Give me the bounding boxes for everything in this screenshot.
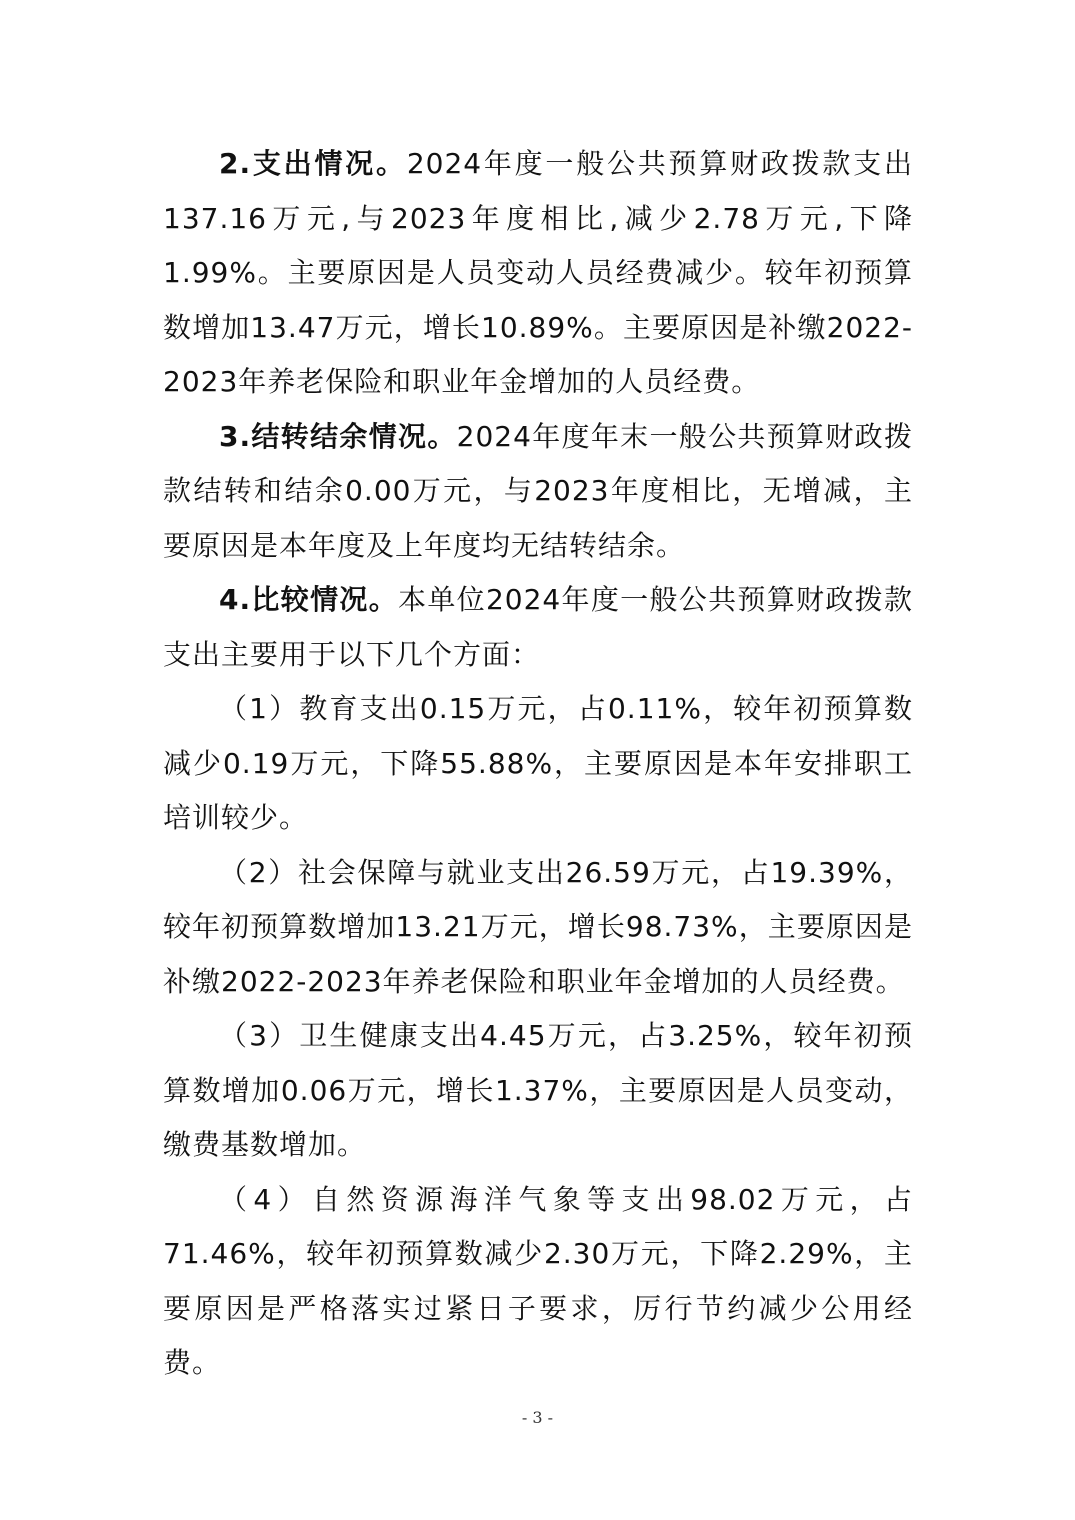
paragraph-item-social-security [163,846,913,1010]
section-heading: 2.支出情况。 [219,147,407,180]
document-body [163,137,913,1391]
paragraph-item-education [163,682,913,846]
paragraph-expenditure [163,137,913,410]
paragraph-text: （4）自然资源海洋气象等支出98.02万元，占71.46%，较年初预算数减少2.30万元，下降2.29%，主要原因是严格落实过紧日子要求，厉行节约减少公用经费。 [163,1182,913,1379]
paragraph-item-health [163,1009,913,1173]
section-heading: 4.比较情况。 [219,583,399,616]
paragraph-text: （3）卫生健康支出4.45万元，占3.25%，较年初预算数增加0.06万元，增长1.37%，主要原因是人员变动，缴费基数增加。 [163,1019,913,1161]
paragraph-item-natural-resources [163,1173,913,1391]
page-number: - 3 - [521,1408,554,1427]
paragraph-text: 2024年度一般公共预算财政拨款支出137.16万元,与2023年度相比,减少2.78万元,下降1.99%。主要原因是人员变动人员经费减少。较年初预算数增加13.47万元，增长10.89%。主要原因是补缴2022-2023年养老保险和职业年金增加的人员经费。 [163,147,913,398]
paragraph-comparison [163,573,913,682]
paragraph-text: （2）社会保障与就业支出26.59万元，占19.39%，较年初预算数增加13.21万元，增长98.73%，主要原因是补缴2022-2023年养老保险和职业年金增加的人员经费。 [163,855,913,998]
paragraph-text: （1）教育支出0.15万元，占0.11%，较年初预算数减少0.19万元，下降55.88%，主要原因是本年安排职工培训较少。 [163,692,913,834]
paragraph-text: 本单位2024年度一般公共预算财政拨款支出主要用于以下几个方面： [163,583,913,671]
paragraph-carryover [163,410,913,574]
section-heading: 3.结转结余情况。 [219,419,457,453]
paragraph-text: 2024年度年末一般公共预算财政拨款结转和结余0.00万元，与2023年度相比，无增减，主要原因是本年度及上年度均无结转结余。 [163,419,913,562]
